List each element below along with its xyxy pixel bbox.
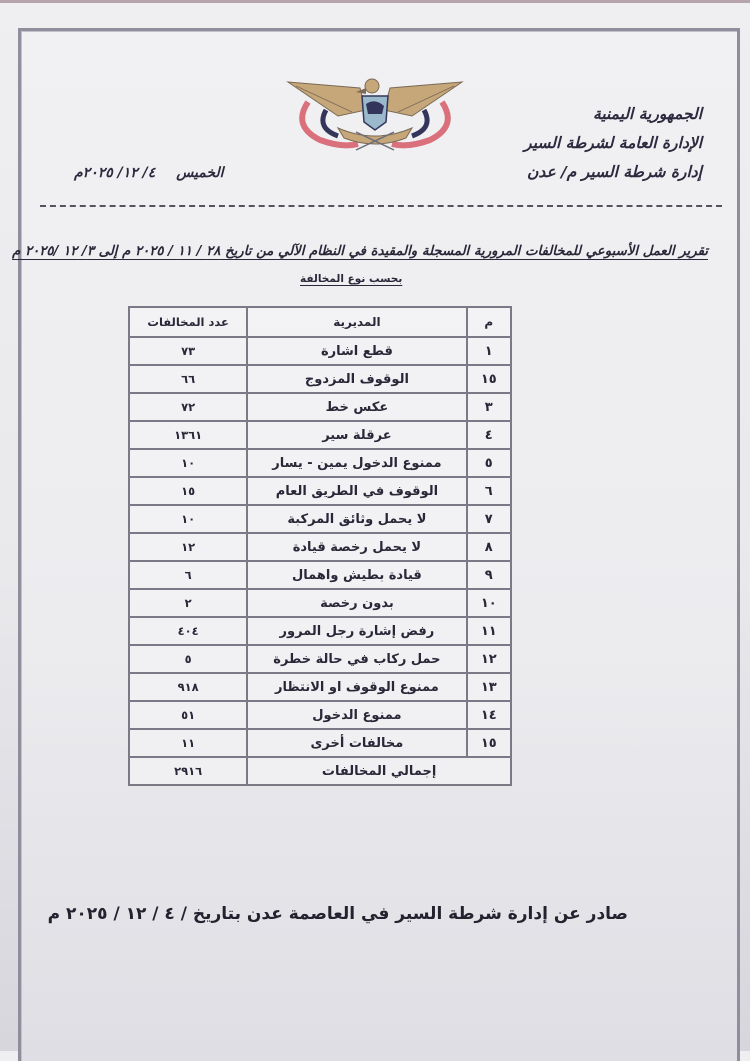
issue-date-value: ٤/ ١٢/ ٢٠٢٥م [74,165,156,181]
row-count: ٧٣ [129,337,247,365]
row-num: ٨ [467,533,511,561]
letterhead-department: الإدارة العامة لشرطة السير [524,134,702,152]
row-name: عرقلة سير [247,421,466,449]
row-num: ١٥ [467,365,511,393]
row-num: ١٤ [467,701,511,729]
issue-date [74,165,224,181]
table-row [129,561,511,589]
table-row [129,421,511,449]
row-name: عكس خط [247,393,466,421]
row-count: ١٣٦١ [129,421,247,449]
total-row [129,757,511,785]
row-name: بدون رخصة [247,589,466,617]
row-num: ١ [467,337,511,365]
total-label: إجمالي المخالفات [247,757,511,785]
table-row [129,533,511,561]
table-row [129,701,511,729]
yemen-eagle-emblem-icon [286,74,464,154]
row-name: قطع اشارة [247,337,466,365]
row-name: رفض إشارة رجل المرور [247,617,466,645]
row-name: ممنوع الوقوف او الانتظار [247,673,466,701]
row-name: ممنوع الدخول يمين - يسار [247,449,466,477]
header-name: المديرية [247,307,466,337]
row-num: ٩ [467,561,511,589]
photo-top-edge [0,0,750,3]
row-count: ٦ [129,561,247,589]
row-num: ٤ [467,421,511,449]
table-row [129,645,511,673]
row-count: ٩١٨ [129,673,247,701]
table-row [129,477,511,505]
table-row [129,505,511,533]
table-row [129,617,511,645]
row-count: ١٠ [129,449,247,477]
letterhead-branch: إدارة شرطة السير م/ عدن [526,163,702,181]
issuance-statement: صادر عن إدارة شرطة السير في العاصمة عدن بتاريخ / ٤ / ١٢ / ٢٠٢٥ م [47,904,628,924]
row-name: قيادة بطيش واهمال [247,561,466,589]
table-row [129,589,511,617]
table-row [129,449,511,477]
violations-table [128,306,512,786]
row-name: لا يحمل رخصة قيادة [247,533,466,561]
row-num: ٥ [467,449,511,477]
table-row [129,365,511,393]
report-subtitle: بحسب نوع المخالفة [300,273,403,285]
row-count: ١٢ [129,533,247,561]
table-row [129,673,511,701]
row-num: ١٠ [467,589,511,617]
letterhead-country: الجمهورية اليمنية [593,105,702,123]
table-row [129,337,511,365]
row-count: ٥ [129,645,247,673]
row-name: مخالفات أخرى [247,729,466,757]
row-count: ١٥ [129,477,247,505]
report-title: تقرير العمل الأسبوعي للمخالفات المرورية المسجلة والمقيدة في النظام الآلي من تاريخ ٢٨ / ١١ / ٢٠٢٥ م إلى ٣/ ١٢ /٢٠٢٥ م [12,244,708,259]
row-count: ٥١ [129,701,247,729]
row-num: ١٥ [467,729,511,757]
row-count: ١٠ [129,505,247,533]
dashed-divider [40,205,722,207]
row-name: لا يحمل وثائق المركبة [247,505,466,533]
row-num: ١٢ [467,645,511,673]
row-count: ٢ [129,589,247,617]
row-num: ٧ [467,505,511,533]
row-name: الوقوف في الطريق العام [247,477,466,505]
row-count: ١١ [129,729,247,757]
row-count: ٦٦ [129,365,247,393]
header-num: م [467,307,511,337]
row-name: حمل ركاب في حالة خطرة [247,645,466,673]
letterhead [524,100,702,187]
row-num: ١١ [467,617,511,645]
row-count: ٧٢ [129,393,247,421]
issue-day: الخميس [176,165,224,181]
header-count: عدد المخالفات [129,307,247,337]
table-header-row [129,307,511,337]
row-num: ٣ [467,393,511,421]
total-count: ٢٩١٦ [129,757,247,785]
row-num: ١٣ [467,673,511,701]
table-row [129,393,511,421]
table-row [129,729,511,757]
row-name: ممنوع الدخول [247,701,466,729]
row-count: ٤٠٤ [129,617,247,645]
row-num: ٦ [467,477,511,505]
row-name: الوقوف المزدوج [247,365,466,393]
